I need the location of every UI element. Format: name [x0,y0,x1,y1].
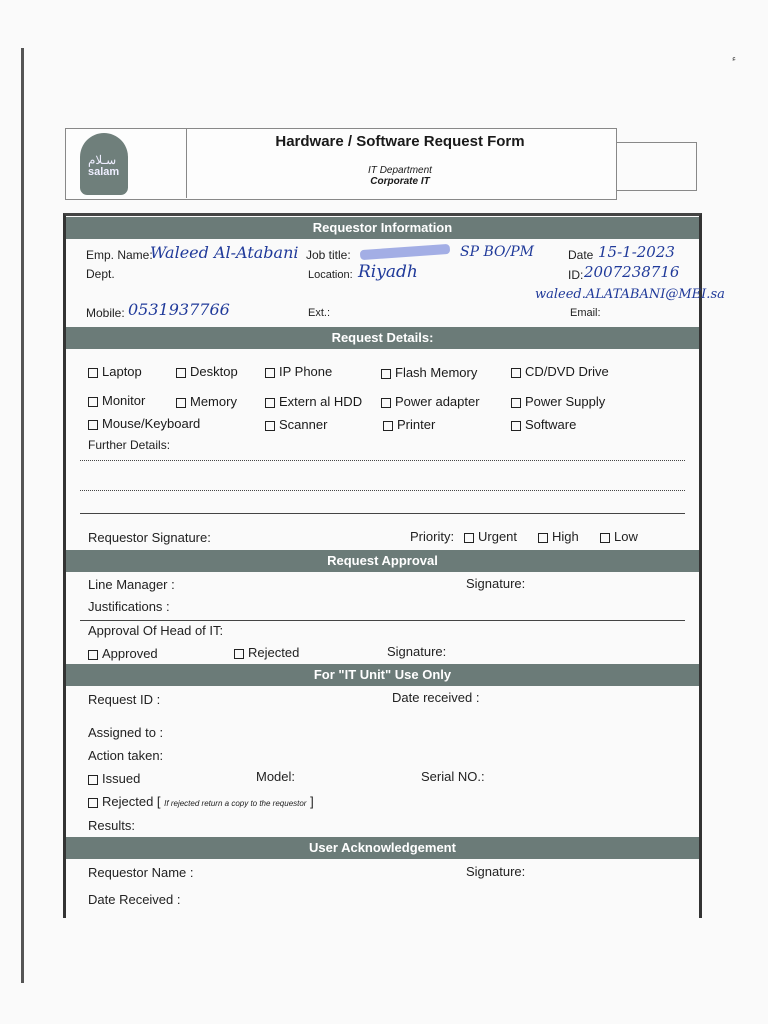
logo-english-text: salam [88,166,120,178]
further-details-line-2[interactable] [80,490,685,491]
memory-label: Memory [190,394,237,409]
urgent-label: Urgent [478,529,518,544]
action-taken-label: Action taken: [88,748,164,763]
form-reference-box [616,142,697,191]
ack-signature-label: Signature: [466,864,526,879]
checkbox-software[interactable] [511,417,576,432]
checkbox-scanner[interactable] [265,417,327,432]
ip-phone-label: IP Phone [279,364,333,379]
checkbox-box[interactable] [511,368,521,378]
mouse-keyboard-label: Mouse/Keyboard [102,416,201,431]
emp-name-value[interactable]: Waleed Al-Atabani [150,243,299,262]
checkbox-box[interactable] [265,421,275,431]
checkbox-laptop[interactable] [88,364,142,379]
page-edge [21,48,24,983]
line-manager-signature-label: Signature: [466,576,526,591]
corporate-unit: Corporate IT [370,176,430,187]
section-request-approval: Request Approval [66,550,699,572]
priority-label: Priority: [410,529,455,544]
model-label: Model: [256,769,296,784]
checkbox-box[interactable] [265,398,275,408]
approved-checkbox[interactable] [88,646,158,661]
results-label: Results: [88,818,135,833]
justifications-line[interactable] [80,620,685,621]
job-title-label: Job title: [306,248,351,262]
emp-name-label: Emp. Name: [86,248,153,262]
id-label: ID: [568,268,584,282]
requestor-name-label: Requestor Name : [88,865,194,880]
justifications-label: Justifications : [88,599,170,614]
cd-dvd-label: CD/DVD Drive [525,364,609,379]
checkbox-cd-dvd-drive[interactable] [511,364,609,379]
head-of-it-label: Approval Of Head of IT: [88,623,224,638]
location-label: Location: [308,269,353,281]
id-value[interactable]: 2007238716 [584,263,680,281]
checkbox-monitor[interactable] [88,393,145,408]
logo-arabic-text: سـلام [88,153,117,167]
section-request-details: Request Details: [66,327,699,349]
further-details-label: Further Details: [88,438,171,452]
checkbox-box[interactable] [600,533,610,543]
checkbox-box[interactable] [381,369,391,379]
external-hdd-label: Extern al HDD [279,394,363,409]
form-title: Hardware / Software Request Form [275,133,525,150]
printer-label: Printer [397,417,436,432]
section-requestor-info: Requestor Information [66,217,699,239]
checkbox-desktop[interactable] [176,364,238,379]
rejected-return-label: Rejected [ [102,794,161,809]
mobile-label: Mobile: [86,306,125,320]
checkbox-box[interactable] [383,421,393,431]
checkbox-external-hdd[interactable] [265,394,362,409]
checkbox-printer[interactable] [383,417,435,432]
department: IT Department [368,165,432,176]
checkbox-box[interactable] [511,398,521,408]
checkbox-power-supply[interactable] [511,394,605,409]
rejected-checkbox[interactable] [234,645,299,660]
checkbox-box[interactable] [176,398,186,408]
head-signature-label: Signature: [387,644,447,659]
date-received-label: Date received : [392,690,480,705]
further-details-line-3[interactable] [80,513,685,514]
priority-low[interactable] [600,529,638,544]
requestor-signature-label: Requestor Signature: [88,530,211,545]
issued-checkbox[interactable] [88,771,140,786]
dept-label: Dept. [86,267,115,281]
checkbox-box[interactable] [88,650,98,660]
rejected-return-checkbox[interactable] [88,794,314,809]
rejected-close-bracket: ] [310,794,314,809]
ack-date-received-label: Date Received : [88,892,181,907]
checkbox-box[interactable] [176,368,186,378]
job-title-value[interactable]: SP BO/PM [460,244,534,260]
section-it-unit: For "IT Unit" Use Only [66,664,699,686]
checkbox-box[interactable] [511,421,521,431]
further-details-line-1[interactable] [80,460,685,461]
checkbox-box[interactable] [234,649,244,659]
checkbox-box[interactable] [464,533,474,543]
checkbox-box[interactable] [265,368,275,378]
email-label: Email: [570,307,601,319]
checkbox-flash-memory[interactable] [381,365,477,380]
monitor-label: Monitor [102,393,146,408]
scanner-label: Scanner [279,417,328,432]
checkbox-box[interactable] [88,420,98,430]
email-value[interactable]: waleed.ALATABANI@MEI.sa [535,287,725,302]
power-adapter-label: Power adapter [395,394,480,409]
high-label: High [552,529,579,544]
assigned-to-label: Assigned to : [88,725,164,740]
header-divider [186,128,187,198]
ext-label: Ext.: [308,307,331,319]
rejected-label: Rejected [248,645,300,660]
checkbox-box[interactable] [538,533,548,543]
desktop-label: Desktop [190,364,238,379]
priority-high[interactable] [538,529,579,544]
flash-memory-label: Flash Memory [395,365,478,380]
software-label: Software [525,417,577,432]
checkbox-box[interactable] [88,397,98,407]
checkbox-box[interactable] [88,798,98,808]
power-supply-label: Power Supply [525,394,606,409]
section-user-acknowledgement: User Acknowledgement [66,837,699,859]
line-manager-label: Line Manager : [88,577,175,592]
request-id-label: Request ID : [88,692,161,707]
issued-label: Issued [102,771,141,786]
checkbox-mouse-keyboard[interactable] [88,416,200,431]
checkbox-power-adapter[interactable] [381,394,480,409]
checkbox-box[interactable] [88,775,98,785]
laptop-label: Laptop [102,364,142,379]
low-label: Low [614,529,638,544]
checkbox-memory[interactable] [176,394,237,409]
checkbox-box[interactable] [88,368,98,378]
location-value[interactable]: Riyadh [358,262,418,282]
date-value[interactable]: 15-1-2023 [598,243,675,261]
rejected-note: If rejected return a copy to the requestor [164,799,307,808]
date-label: Date [568,248,594,262]
serial-no-label: Serial NO.: [421,769,485,784]
approved-label: Approved [102,646,158,661]
checkbox-ip-phone[interactable] [265,364,332,379]
mobile-value[interactable]: 0531937766 [128,300,230,319]
checkbox-box[interactable] [381,398,391,408]
priority-urgent[interactable] [464,529,517,544]
